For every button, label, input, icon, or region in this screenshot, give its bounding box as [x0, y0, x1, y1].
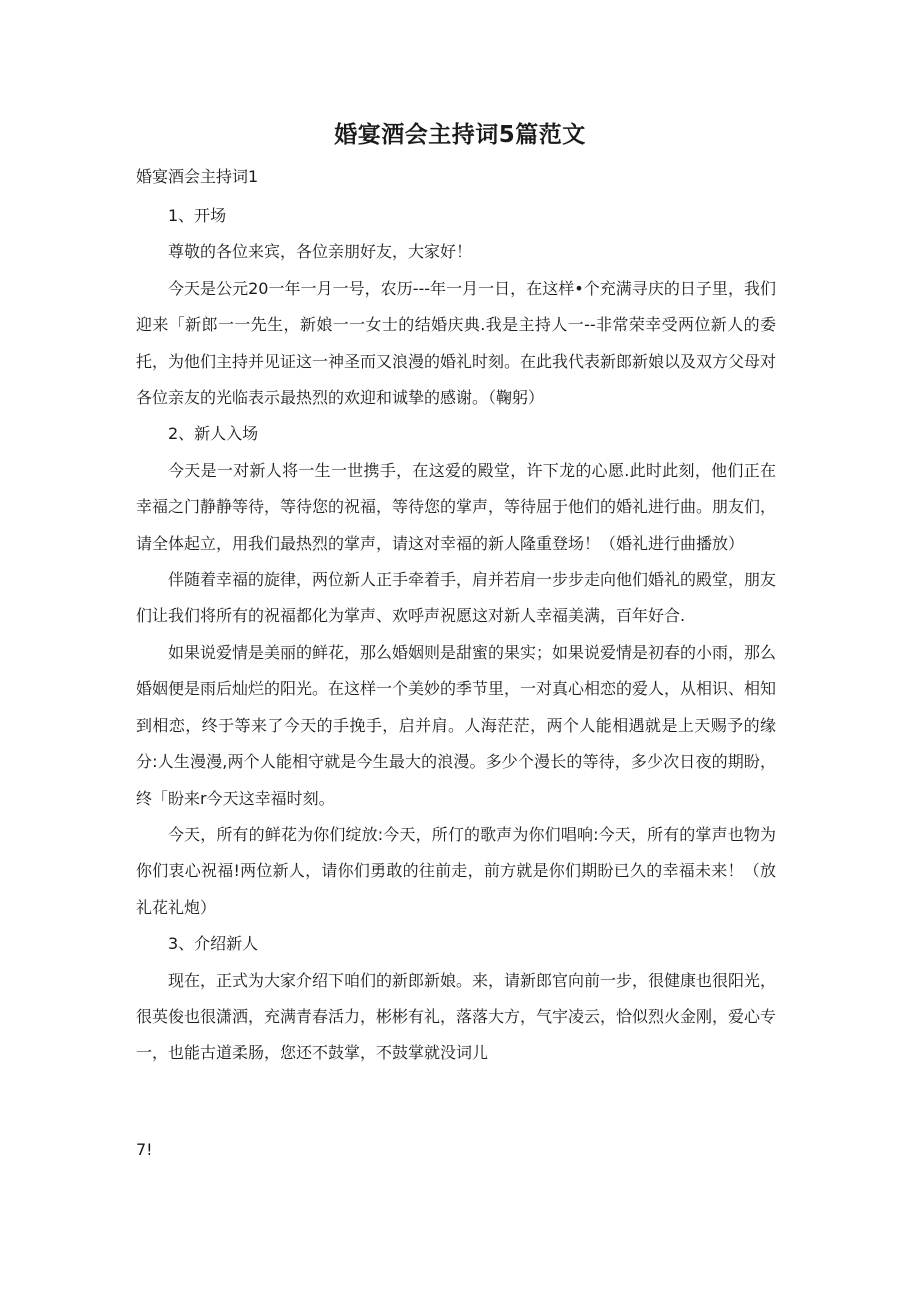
section-title: 婚宴酒会主持词1	[136, 167, 259, 186]
paragraph-intro: 今天是公元20一年一月一号，农历---年一月一日，在这样•个充满寻庆的日子里，我们迎来「新郎一一先生，新娘一一女士的结婚庆典.我是主持人一--非常荣幸受两位新人的委托，为他们主持并见证这一神圣而又浪漫的婚礼时刻。在此我代表新郎新娘以及双方父母对各位亲友的光临表示最热烈的欢迎和诚挚的感谢。（鞠躬）	[136, 278, 777, 408]
heading-entrance: 2、新人入场	[168, 424, 259, 444]
heading-opening: 1、开场	[168, 206, 227, 225]
paragraph-groom: 现在，正式为大家介绍下咱们的新郎新娘。来，请新郎官向前一步，很健康也很阳光，很英俊也很潇洒，充满青春活力，彬彬有礼，落落大方，气宇凌云，恰似烈火金刚，爱心专一，也能古道柔肠，您还不鼓掌，不鼓掌就没词儿	[136, 970, 777, 1063]
paragraph-entrance: 今天是一对新人将一生一世携手，在这爱的殿堂，许下龙的心愿.此时此刻，他们正在幸福之门静静等待，等待您的祝福，等待您的掌声，等待屈于他们的婚礼进行曲。朋友们，请全体起立，用我们最热烈的掌声，请这对幸福的新人隆重登场！（婚礼进行曲播放）	[136, 460, 777, 553]
heading-introduce: 3、介绍新人	[168, 934, 259, 954]
trailing-text: 7!	[136, 1140, 153, 1159]
document-body	[136, 198, 776, 1072]
document-title: 婚宴酒会主持词5篇范文	[334, 122, 586, 148]
paragraph-melody: 伴随着幸福的旋律，两位新人正手牵着手，肩并若肩一步步走向他们婚礼的殿堂，朋友们让我们将所有的祝福都化为掌声、欢呼声祝愿这对新人幸福美满，百年好合.	[136, 570, 777, 626]
paragraph-love: 如果说爱情是美丽的鲜花，那么婚姻则是甜蜜的果实；如果说爱情是初春的小雨，那么婚姻便是雨后灿烂的阳光。在这样一个美妙的季节里，一对真心相恋的爱人，从相识、相知到相恋，终于等来了今天的手挽手，启并肩。人海茫茫，两个人能相遇就是上天赐予的缘分:人生漫漫,两个人能相守就是今生最大的浪漫。多少个漫长的等待，多少次日夜的期盼，终「盼来r今天这幸福时刻。	[136, 642, 777, 808]
paragraph-today: 今天，所有的鲜花为你们绽放:今天，所仃的歌声为你们唱响:今天，所有的掌声也物为你们衷心祝福!两位新人，请你们勇敢的往前走，前方就是你们期盼已久的幸福未来！（放礼花礼炮）	[136, 824, 776, 917]
paragraph-greeting: 尊敬的各位来宾，各位亲朋好友，大家好！	[168, 242, 473, 262]
